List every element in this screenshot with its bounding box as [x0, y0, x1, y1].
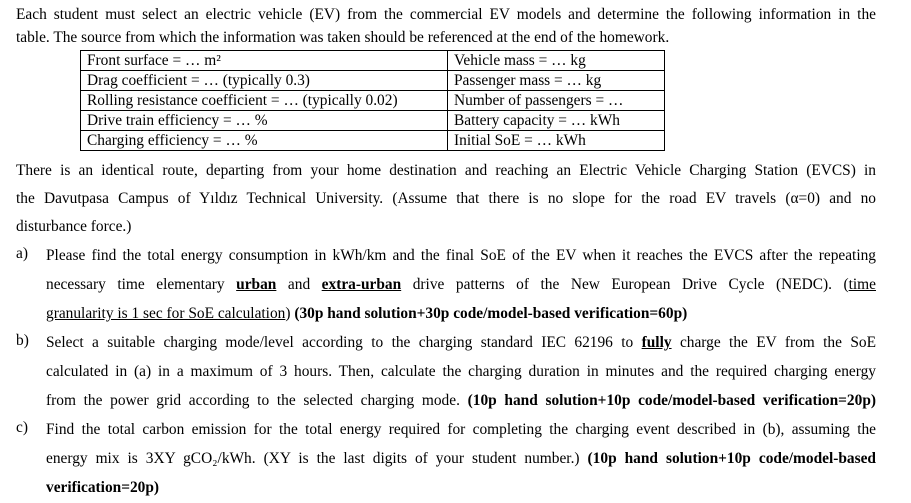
route-line-1: There is an identical route, departing from your home destination and reaching an Electric Vehicle Charging Station (EVCS) in [16, 162, 876, 179]
table-cell: Drag coefficient = … (typically 0.3) [81, 71, 448, 91]
question-c-label: c) [16, 419, 28, 436]
question-a-line-2: necessary time elementary urban and extra-urban drive patterns of the New European Drive Cycle (NEDC). (time [46, 276, 876, 293]
table-row [81, 51, 665, 71]
question-b-line-3: from the power grid according to the selected charging mode. (10p hand solution+10p code/model-based verification=20p) [46, 392, 876, 409]
route-line-2: the Davutpasa Campus of Yıldız Technical University. (Assume that there is no slope for the road EV travels (α=0) and no [16, 190, 876, 207]
intro-line-2: table. The source from which the information was taken should be referenced at the end of the homework. [16, 29, 670, 46]
table-row [81, 71, 665, 91]
question-a-line-1: Please find the total energy consumption in kWh/km and the final SoE of the EV when it reaches the EVCS after the repeating [46, 247, 876, 264]
table-cell: Rolling resistance coefficient = … (typically 0.02) [81, 91, 448, 111]
ev-parameters-table [80, 50, 665, 151]
table-cell: Front surface = … m² [81, 51, 448, 71]
underline-extra-urban: extra-urban [321, 276, 402, 293]
table-cell: Initial SoE = … kWh [448, 131, 665, 151]
points-a: (30p hand solution+30p code/model-based verification=60p) [294, 305, 688, 322]
underline-urban: urban [236, 276, 277, 293]
table-cell: Number of passengers = … [448, 91, 665, 111]
points-b: (10p hand solution+10p code/model-based verification=20p) [467, 392, 876, 409]
table-cell: Vehicle mass = … kg [448, 51, 665, 71]
question-a-label: a) [16, 245, 28, 262]
question-c-line-1: Find the total carbon emission for the total energy required for completing the charging event described in (b), assuming the [46, 421, 876, 438]
question-b-line-2: calculated in (a) in a maximum of 3 hours. Then, calculate the charging duration in minutes and the required charging energy [46, 363, 876, 380]
table-row [81, 91, 665, 111]
underline-fully: fully [641, 334, 672, 351]
question-b-label: b) [16, 332, 29, 349]
intro-line-1: Each student must select an electric vehicle (EV) from the commercial EV models and determine the following information in the [16, 6, 876, 23]
table-cell: Charging efficiency = … % [81, 131, 448, 151]
question-a-line-3: granularity is 1 sec for SoE calculation) (30p hand solution+30p code/model-based verification=60p) [46, 305, 688, 322]
table-cell: Passenger mass = … kg [448, 71, 665, 91]
table-cell: Drive train efficiency = … % [81, 111, 448, 131]
route-line-3: disturbance force.) [16, 218, 132, 235]
points-c: (10p hand solution+10p code/model-based [587, 450, 876, 467]
table-cell: Battery capacity = … kWh [448, 111, 665, 131]
question-b-line-1: Select a suitable charging mode/level according to the charging standard IEC 62196 to fully charge the EV from the SoE [46, 334, 877, 351]
table-row [81, 131, 665, 151]
question-c-line-2: energy mix is 3XY gCO₂/kWh. (XY is the last digits of your student number.) (10p hand solution+10p code/model-based [46, 450, 876, 467]
question-c-line-3: verification=20p) [46, 479, 160, 496]
table-row [81, 111, 665, 131]
